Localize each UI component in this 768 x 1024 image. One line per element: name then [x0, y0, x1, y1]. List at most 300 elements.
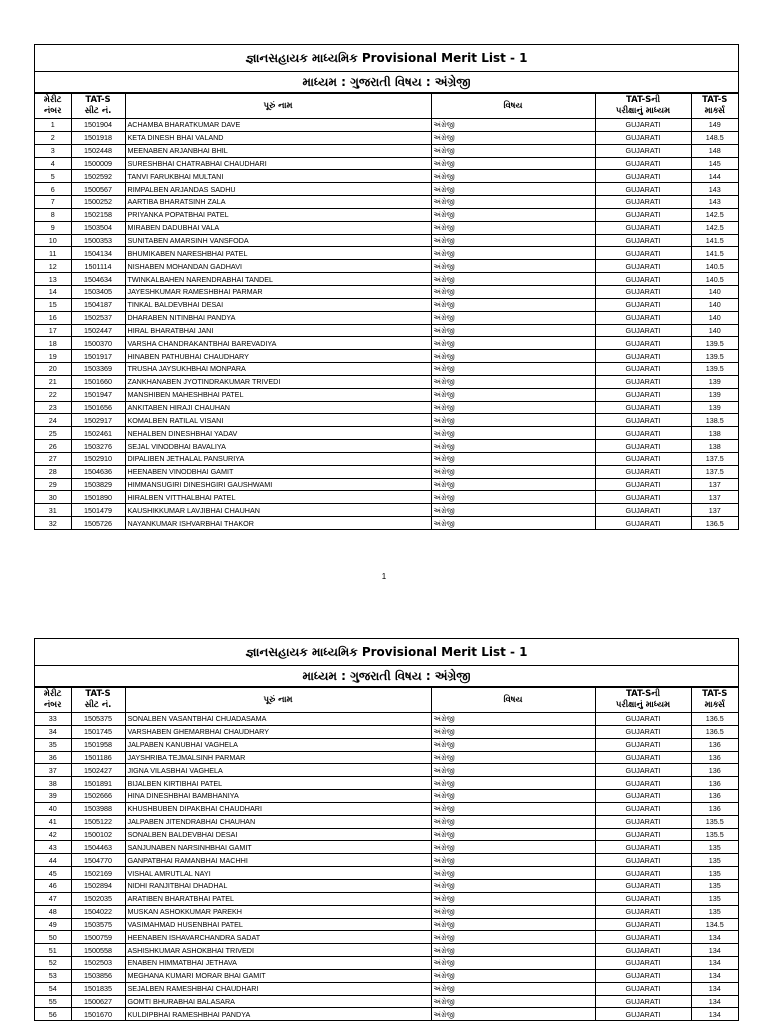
seat-no-cell: 1502158	[71, 208, 125, 221]
table-row	[35, 738, 738, 751]
table-row	[35, 815, 738, 828]
seat-no-cell: 1501670	[71, 1008, 125, 1020]
seat-no-cell: 1501890	[71, 491, 125, 504]
name-cell: SANJUNABEN NARSINHBHAI GAMIT	[125, 841, 431, 854]
subject-cell: અંગ્રેજી	[431, 183, 595, 196]
table-row	[35, 828, 738, 841]
medium-cell: GUJARATI	[595, 119, 691, 132]
table-row	[35, 221, 738, 234]
medium-cell: GUJARATI	[595, 854, 691, 867]
marks-cell: 136.5	[691, 725, 738, 738]
merit-no-cell: 18	[35, 337, 71, 350]
seat-no-cell: 1504463	[71, 841, 125, 854]
subject-cell: અંગ્રેજી	[431, 273, 595, 286]
name-cell: DIPALIBEN JETHALAL PANSURIYA	[125, 452, 431, 465]
subject-cell: અંગ્રેજી	[431, 738, 595, 751]
merit-no-cell: 12	[35, 260, 71, 273]
list-subtitle: માધ્યમ : ગુજરાતી વિષય : અંગ્રેજી	[35, 72, 738, 93]
merit-no-cell: 9	[35, 221, 71, 234]
medium-cell: GUJARATI	[595, 725, 691, 738]
name-cell: MUSKAN ASHOKKUMAR PAREKH	[125, 905, 431, 918]
name-cell: PRIYANKA POPATBHAI PATEL	[125, 208, 431, 221]
table-row	[35, 918, 738, 931]
seat-no-cell: 1502427	[71, 764, 125, 777]
medium-cell: GUJARATI	[595, 957, 691, 970]
page-number: 1	[381, 572, 387, 581]
name-cell: DHARABEN NITINBHAI PANDYA	[125, 311, 431, 324]
marks-cell: 136	[691, 751, 738, 764]
marks-cell: 139	[691, 388, 738, 401]
merit-no-cell: 5	[35, 170, 71, 183]
marks-cell: 134.5	[691, 918, 738, 931]
subject-cell: અંગ્રેજી	[431, 350, 595, 363]
name-cell: ASHISHKUMAR ASHOKBHAI TRIVEDI	[125, 944, 431, 957]
merit-no-cell: 37	[35, 764, 71, 777]
medium-cell: GUJARATI	[595, 247, 691, 260]
name-cell: SURESHBHAI CHATRABHAI CHAUDHARI	[125, 157, 431, 170]
medium-cell: GUJARATI	[595, 491, 691, 504]
seat-no-cell: 1501918	[71, 131, 125, 144]
table-row	[35, 427, 738, 440]
seat-no-cell: 1502537	[71, 311, 125, 324]
merit-no-cell: 15	[35, 298, 71, 311]
name-cell: SUNITABEN AMARSINH VANSFODA	[125, 234, 431, 247]
marks-cell: 134	[691, 944, 738, 957]
seat-no-cell: 1502461	[71, 427, 125, 440]
list-subtitle: માધ્યમ : ગુજરાતી વિષય : અંગ્રેજી	[35, 666, 738, 687]
medium-cell: GUJARATI	[595, 944, 691, 957]
marks-cell: 139.5	[691, 350, 738, 363]
subject-cell: અંગ્રેજી	[431, 119, 595, 132]
medium-cell: GUJARATI	[595, 311, 691, 324]
name-cell: SEJALBEN RAMESHBHAI CHAUDHARI	[125, 982, 431, 995]
table-row	[35, 350, 738, 363]
name-cell: JALPABEN KANUBHAI VAGHELA	[125, 738, 431, 751]
table-row	[35, 157, 738, 170]
table-row	[35, 196, 738, 209]
marks-cell: 140.5	[691, 273, 738, 286]
table-body	[35, 713, 738, 1021]
table-row	[35, 725, 738, 738]
medium-cell: GUJARATI	[595, 452, 691, 465]
medium-cell: GUJARATI	[595, 363, 691, 376]
merit-list-page-1	[34, 44, 739, 530]
seat-no-cell: 1501947	[71, 388, 125, 401]
name-cell: TANVI FARUKBHAI MULTANI	[125, 170, 431, 183]
marks-cell: 141.5	[691, 247, 738, 260]
marks-cell: 138	[691, 427, 738, 440]
name-cell: MEENABEN ARJANBHAI BHIL	[125, 144, 431, 157]
marks-cell: 137	[691, 491, 738, 504]
medium-cell: GUJARATI	[595, 196, 691, 209]
subject-cell: અંગ્રેજી	[431, 337, 595, 350]
subject-cell: અંગ્રેજી	[431, 944, 595, 957]
merit-no-cell: 38	[35, 777, 71, 790]
medium-cell: GUJARATI	[595, 867, 691, 880]
name-cell: MEGHANA KUMARI MORAR BHAI GAMIT	[125, 969, 431, 982]
merit-no-cell: 27	[35, 452, 71, 465]
table-row	[35, 465, 738, 478]
subject-cell: અંગ્રેજી	[431, 931, 595, 944]
seat-no-cell: 1501479	[71, 504, 125, 517]
merit-no-cell: 10	[35, 234, 71, 247]
table-row	[35, 802, 738, 815]
merit-no-cell: 20	[35, 363, 71, 376]
name-cell: HIMMANSUGIRI DINESHGIRI GAUSHWAMI	[125, 478, 431, 491]
marks-cell: 143	[691, 196, 738, 209]
subject-cell: અંગ્રેજી	[431, 725, 595, 738]
table-row	[35, 504, 738, 517]
merit-no-cell: 16	[35, 311, 71, 324]
marks-cell: 138	[691, 440, 738, 453]
marks-cell: 135.5	[691, 828, 738, 841]
marks-cell: 136	[691, 802, 738, 815]
name-cell: JIGNA VILASBHAI VAGHELA	[125, 764, 431, 777]
subject-cell: અંગ્રેજી	[431, 777, 595, 790]
marks-cell: 135	[691, 892, 738, 905]
header-merit-no: મેરીટ નંબર	[35, 94, 71, 119]
seat-no-cell: 1500759	[71, 931, 125, 944]
table-row	[35, 119, 738, 132]
name-cell: HEENABEN ISHAVARCHANDRA SADAT	[125, 931, 431, 944]
medium-cell: GUJARATI	[595, 440, 691, 453]
subject-cell: અંગ્રેજી	[431, 375, 595, 388]
table-row	[35, 144, 738, 157]
table-row	[35, 311, 738, 324]
header-full-name: પૂરું નામ	[125, 94, 431, 119]
merit-no-cell: 8	[35, 208, 71, 221]
medium-cell: GUJARATI	[595, 157, 691, 170]
table-row	[35, 324, 738, 337]
seat-no-cell: 1502894	[71, 879, 125, 892]
name-cell: VARSHA CHANDRAKANTBHAI BAREVADIYA	[125, 337, 431, 350]
subject-cell: અંગ્રેજી	[431, 144, 595, 157]
subject-cell: અંગ્રેજી	[431, 867, 595, 880]
merit-no-cell: 39	[35, 790, 71, 803]
name-cell: TINKAL BALDEVBHAI DESAI	[125, 298, 431, 311]
medium-cell: GUJARATI	[595, 401, 691, 414]
table-row	[35, 337, 738, 350]
subject-cell: અંગ્રેજી	[431, 247, 595, 260]
table-row	[35, 260, 738, 273]
name-cell: VISHAL AMRUTLAL NAYI	[125, 867, 431, 880]
marks-cell: 137.5	[691, 452, 738, 465]
table-row	[35, 841, 738, 854]
marks-cell: 139	[691, 375, 738, 388]
list-title: જ્ઞાનસહાયક માધ્યમિક Provisional Merit List - 1	[35, 45, 738, 72]
name-cell: KHUSHBUBEN DIPAKBHAI CHAUDHARI	[125, 802, 431, 815]
marks-cell: 144	[691, 170, 738, 183]
seat-no-cell: 1500009	[71, 157, 125, 170]
merit-no-cell: 46	[35, 879, 71, 892]
subject-cell: અંગ્રેજી	[431, 815, 595, 828]
subject-cell: અંગ્રેજી	[431, 311, 595, 324]
medium-cell: GUJARATI	[595, 764, 691, 777]
medium-cell: GUJARATI	[595, 1008, 691, 1020]
medium-cell: GUJARATI	[595, 931, 691, 944]
table-row	[35, 931, 738, 944]
marks-cell: 140	[691, 311, 738, 324]
table-row	[35, 401, 738, 414]
name-cell: RIMPALBEN ARJANDAS SADHU	[125, 183, 431, 196]
medium-cell: GUJARATI	[595, 260, 691, 273]
merit-no-cell: 40	[35, 802, 71, 815]
marks-cell: 140	[691, 324, 738, 337]
medium-cell: GUJARATI	[595, 350, 691, 363]
merit-no-cell: 52	[35, 957, 71, 970]
merit-no-cell: 55	[35, 995, 71, 1008]
medium-cell: GUJARATI	[595, 918, 691, 931]
table-row	[35, 131, 738, 144]
name-cell: NIDHI RANJITBHAI DHADHAL	[125, 879, 431, 892]
seat-no-cell: 1504187	[71, 298, 125, 311]
marks-cell: 134	[691, 957, 738, 970]
merit-table	[35, 93, 738, 529]
subject-cell: અંગ્રેજી	[431, 157, 595, 170]
name-cell: HIRAL BHARATBHAI JANI	[125, 324, 431, 337]
subject-cell: અંગ્રેજી	[431, 478, 595, 491]
seat-no-cell: 1501656	[71, 401, 125, 414]
medium-cell: GUJARATI	[595, 478, 691, 491]
merit-no-cell: 19	[35, 350, 71, 363]
name-cell: MANSHIBEN MAHESHBHAI PATEL	[125, 388, 431, 401]
seat-no-cell: 1502666	[71, 790, 125, 803]
marks-cell: 143	[691, 183, 738, 196]
merit-no-cell: 33	[35, 713, 71, 726]
merit-no-cell: 51	[35, 944, 71, 957]
merit-no-cell: 32	[35, 517, 71, 529]
name-cell: SONALBEN VASANTBHAI CHUADASAMA	[125, 713, 431, 726]
seat-no-cell: 1500102	[71, 828, 125, 841]
name-cell: JALPABEN JITENDRABHAI CHAUHAN	[125, 815, 431, 828]
medium-cell: GUJARATI	[595, 388, 691, 401]
merit-list-page-2	[34, 638, 739, 1021]
seat-no-cell: 1502910	[71, 452, 125, 465]
medium-cell: GUJARATI	[595, 504, 691, 517]
merit-no-cell: 49	[35, 918, 71, 931]
marks-cell: 135	[691, 905, 738, 918]
name-cell: HINABEN PATHUBHAI CHAUDHARY	[125, 350, 431, 363]
subject-cell: અંગ્રેજી	[431, 957, 595, 970]
table-row	[35, 854, 738, 867]
subject-cell: અંગ્રેજી	[431, 517, 595, 529]
medium-cell: GUJARATI	[595, 298, 691, 311]
merit-no-cell: 30	[35, 491, 71, 504]
header-full-name: પૂરું નામ	[125, 688, 431, 713]
seat-no-cell: 1504634	[71, 273, 125, 286]
seat-no-cell: 1500370	[71, 337, 125, 350]
merit-no-cell: 4	[35, 157, 71, 170]
marks-cell: 136	[691, 790, 738, 803]
name-cell: KOMALBEN RATILAL VISANI	[125, 414, 431, 427]
medium-cell: GUJARATI	[595, 183, 691, 196]
seat-no-cell: 1503856	[71, 969, 125, 982]
marks-cell: 135.5	[691, 815, 738, 828]
table-row	[35, 995, 738, 1008]
subject-cell: અંગ્રેજી	[431, 285, 595, 298]
table-row	[35, 969, 738, 982]
subject-cell: અંગ્રેજી	[431, 854, 595, 867]
table-row	[35, 892, 738, 905]
name-cell: SEJAL VINODBHAI BAVALIYA	[125, 440, 431, 453]
merit-no-cell: 53	[35, 969, 71, 982]
header-seat-no: TAT-S સીટ નં.	[71, 94, 125, 119]
table-row	[35, 777, 738, 790]
marks-cell: 148	[691, 144, 738, 157]
merit-no-cell: 11	[35, 247, 71, 260]
table-row	[35, 247, 738, 260]
subject-cell: અંગ્રેજી	[431, 170, 595, 183]
merit-no-cell: 48	[35, 905, 71, 918]
merit-no-cell: 56	[35, 1008, 71, 1020]
seat-no-cell: 1503369	[71, 363, 125, 376]
name-cell: HINA DINESHBHAI BAMBHANIYA	[125, 790, 431, 803]
seat-no-cell: 1502503	[71, 957, 125, 970]
name-cell: KETA DINESH BHAI VALAND	[125, 131, 431, 144]
subject-cell: અંગ્રેજી	[431, 131, 595, 144]
seat-no-cell: 1501186	[71, 751, 125, 764]
seat-no-cell: 1502169	[71, 867, 125, 880]
marks-cell: 134	[691, 1008, 738, 1020]
subject-cell: અંગ્રેજી	[431, 879, 595, 892]
marks-cell: 149	[691, 119, 738, 132]
medium-cell: GUJARATI	[595, 777, 691, 790]
subject-cell: અંગ્રેજી	[431, 196, 595, 209]
medium-cell: GUJARATI	[595, 969, 691, 982]
subject-cell: અંગ્રેજી	[431, 440, 595, 453]
header-subject: વિષય	[431, 94, 595, 119]
seat-no-cell: 1504770	[71, 854, 125, 867]
name-cell: HIRALBEN VITTHALBHAI PATEL	[125, 491, 431, 504]
name-cell: NAYANKUMAR ISHVARBHAI THAKOR	[125, 517, 431, 529]
name-cell: ZANKHANABEN JYOTINDRAKUMAR TRIVEDI	[125, 375, 431, 388]
name-cell: TWINKALBAHEN NARENDRABHAI TANDEL	[125, 273, 431, 286]
medium-cell: GUJARATI	[595, 982, 691, 995]
table-row	[35, 982, 738, 995]
subject-cell: અંગ્રેજી	[431, 401, 595, 414]
name-cell: GANPATBHAI RAMANBHAI MACHHI	[125, 854, 431, 867]
marks-cell: 139.5	[691, 363, 738, 376]
merit-no-cell: 42	[35, 828, 71, 841]
marks-cell: 137	[691, 504, 738, 517]
marks-cell: 135	[691, 867, 738, 880]
merit-no-cell: 6	[35, 183, 71, 196]
table-row	[35, 517, 738, 529]
subject-cell: અંગ્રેજી	[431, 802, 595, 815]
merit-no-cell: 21	[35, 375, 71, 388]
name-cell: ARATIBEN BHARATBHAI PATEL	[125, 892, 431, 905]
seat-no-cell: 1503829	[71, 478, 125, 491]
subject-cell: અંગ્રેજી	[431, 260, 595, 273]
marks-cell: 134	[691, 982, 738, 995]
seat-no-cell: 1503276	[71, 440, 125, 453]
table-row	[35, 491, 738, 504]
header-exam-medium: TAT-Sની પરીક્ષાનું માધ્યમ	[595, 688, 691, 713]
seat-no-cell: 1501114	[71, 260, 125, 273]
seat-no-cell: 1501917	[71, 350, 125, 363]
table-row	[35, 363, 738, 376]
subject-cell: અંગ્રેજી	[431, 465, 595, 478]
merit-no-cell: 17	[35, 324, 71, 337]
marks-cell: 137.5	[691, 465, 738, 478]
medium-cell: GUJARATI	[595, 427, 691, 440]
merit-no-cell: 13	[35, 273, 71, 286]
medium-cell: GUJARATI	[595, 208, 691, 221]
marks-cell: 139	[691, 401, 738, 414]
subject-cell: અંગ્રેજી	[431, 221, 595, 234]
table-row	[35, 285, 738, 298]
merit-no-cell: 35	[35, 738, 71, 751]
subject-cell: અંગ્રેજી	[431, 324, 595, 337]
seat-no-cell: 1502035	[71, 892, 125, 905]
marks-cell: 134	[691, 931, 738, 944]
name-cell: HEENABEN VINODBHAI GAMIT	[125, 465, 431, 478]
name-cell: ACHAMBA BHARATKUMAR DAVE	[125, 119, 431, 132]
table-row	[35, 208, 738, 221]
subject-cell: અંગ્રેજી	[431, 388, 595, 401]
table-row	[35, 273, 738, 286]
seat-no-cell: 1501891	[71, 777, 125, 790]
subject-cell: અંગ્રેજી	[431, 298, 595, 311]
subject-cell: અંગ્રેજી	[431, 234, 595, 247]
name-cell: ENABEN HIMMATBHAI JETHAVA	[125, 957, 431, 970]
medium-cell: GUJARATI	[595, 131, 691, 144]
merit-no-cell: 1	[35, 119, 71, 132]
name-cell: VASIMAHMAD HUSENBHAI PATEL	[125, 918, 431, 931]
header-merit-no: મેરીટ નંબર	[35, 688, 71, 713]
merit-no-cell: 7	[35, 196, 71, 209]
medium-cell: GUJARATI	[595, 828, 691, 841]
subject-cell: અંગ્રેજી	[431, 918, 595, 931]
merit-no-cell: 23	[35, 401, 71, 414]
table-row	[35, 879, 738, 892]
marks-cell: 134	[691, 969, 738, 982]
header-marks: TAT-S માર્ક્સ	[691, 688, 738, 713]
medium-cell: GUJARATI	[595, 337, 691, 350]
medium-cell: GUJARATI	[595, 170, 691, 183]
subject-cell: અંગ્રેજી	[431, 1008, 595, 1020]
merit-no-cell: 34	[35, 725, 71, 738]
seat-no-cell: 1500353	[71, 234, 125, 247]
seat-no-cell: 1505375	[71, 713, 125, 726]
table-row	[35, 440, 738, 453]
table-header-row	[35, 94, 738, 119]
subject-cell: અંગ્રેજી	[431, 751, 595, 764]
seat-no-cell: 1503988	[71, 802, 125, 815]
header-exam-medium: TAT-Sની પરીક્ષાનું માધ્યમ	[595, 94, 691, 119]
name-cell: ANKITABEN HIRAJI CHAUHAN	[125, 401, 431, 414]
name-cell: AARTIBA BHARATSINH ZALA	[125, 196, 431, 209]
medium-cell: GUJARATI	[595, 285, 691, 298]
merit-no-cell: 28	[35, 465, 71, 478]
medium-cell: GUJARATI	[595, 273, 691, 286]
name-cell: NISHABEN MOHANDAN GADHAVI	[125, 260, 431, 273]
subject-cell: અંગ્રેજી	[431, 841, 595, 854]
subject-cell: અંગ્રેજી	[431, 905, 595, 918]
merit-no-cell: 14	[35, 285, 71, 298]
merit-no-cell: 44	[35, 854, 71, 867]
merit-no-cell: 2	[35, 131, 71, 144]
marks-cell: 136.5	[691, 713, 738, 726]
table-row	[35, 905, 738, 918]
marks-cell: 145	[691, 157, 738, 170]
seat-no-cell: 1505122	[71, 815, 125, 828]
seat-no-cell: 1504636	[71, 465, 125, 478]
name-cell: KAUSHIKKUMAR LAVJIBHAI CHAUHAN	[125, 504, 431, 517]
seat-no-cell: 1501660	[71, 375, 125, 388]
marks-cell: 142.5	[691, 221, 738, 234]
seat-no-cell: 1505726	[71, 517, 125, 529]
